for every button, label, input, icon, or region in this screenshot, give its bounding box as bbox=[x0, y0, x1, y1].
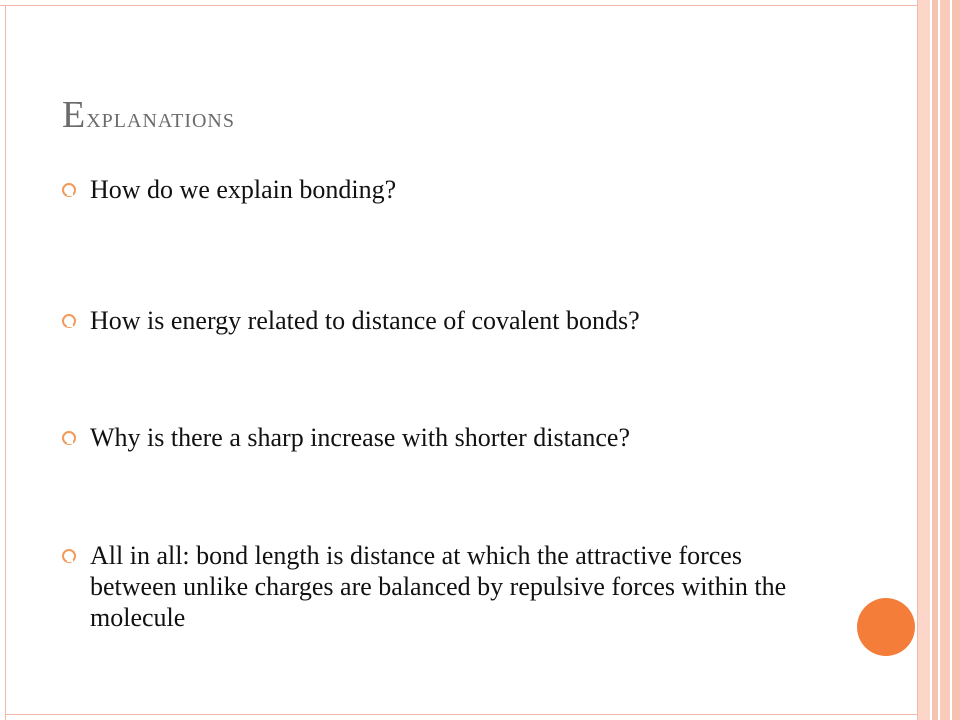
bullet-ring-icon bbox=[62, 183, 76, 197]
bullet-ring-icon bbox=[62, 314, 76, 328]
decor-orange-circle bbox=[857, 598, 915, 656]
frame-line-top bbox=[0, 5, 918, 6]
frame-line-left bbox=[5, 5, 6, 720]
slide-title-rest: xplanations bbox=[86, 103, 236, 134]
bullet-item bbox=[60, 305, 820, 336]
decor-stripe bbox=[952, 0, 960, 720]
frame-line-bottom bbox=[5, 714, 918, 715]
decor-stripe bbox=[918, 0, 930, 720]
bullet-ring-icon bbox=[62, 431, 76, 445]
bullet-item bbox=[60, 174, 820, 205]
bullet-text: All in all: bond length is distance at which the attractive forces between unlike charges are balanced by repulsive forces within the molecule bbox=[90, 541, 787, 632]
bullet-ring-icon bbox=[62, 549, 76, 563]
slide-title bbox=[62, 96, 235, 134]
slide-title-initial: E bbox=[62, 94, 87, 136]
bullet-text: How is energy related to distance of covalent bonds? bbox=[90, 306, 640, 335]
decor-stripe bbox=[940, 0, 950, 720]
bullet-text: How do we explain bonding? bbox=[90, 175, 397, 204]
bullet-text: Why is there a sharp increase with shorter distance? bbox=[90, 423, 631, 452]
bullet-item bbox=[60, 422, 820, 453]
bullet-item bbox=[60, 540, 820, 633]
